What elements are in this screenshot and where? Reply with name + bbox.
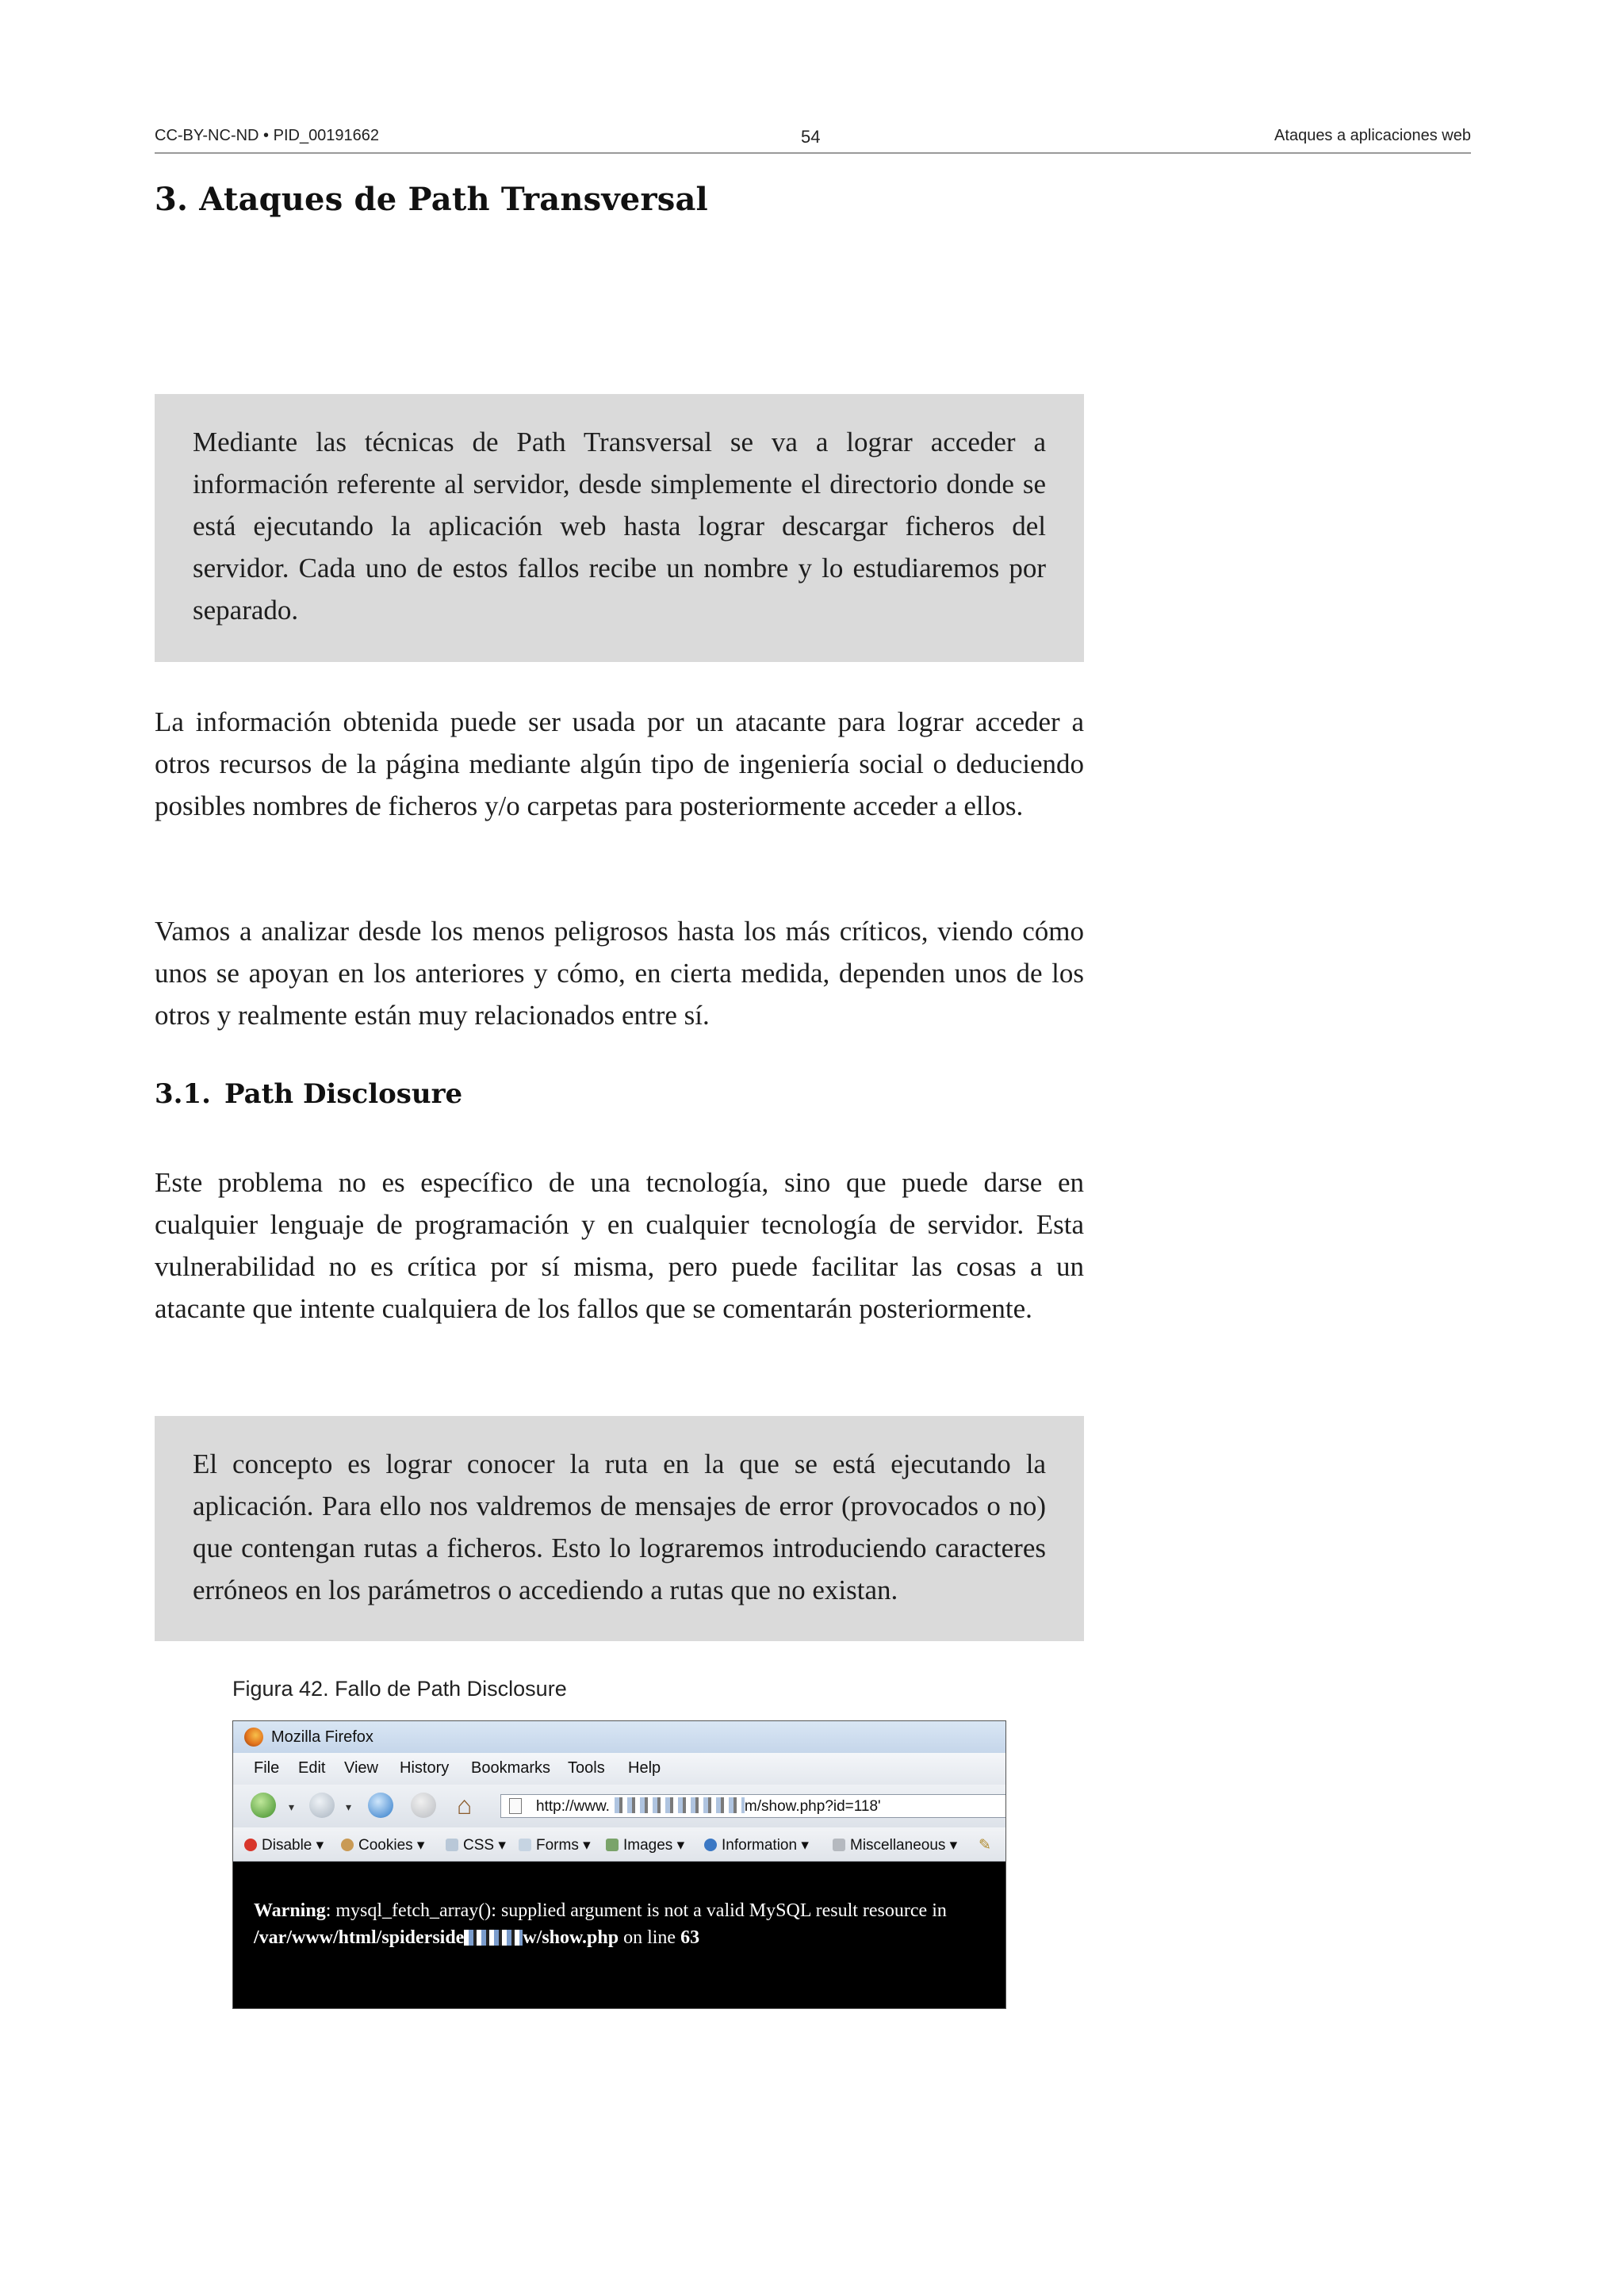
- dev-information-button[interactable]: Information ▾: [704, 1836, 809, 1854]
- warning-path-prefix: /var/www/html/spiderside: [254, 1927, 465, 1948]
- paragraph-1: La información obtenida puede ser usada por un atacante para lograr acceder a otros recursos de la página mediante algún tipo de ingeniería social o deduciendo posibles nombres de ficheros y/o carpetas para posteriormente acceder a ellos.: [155, 706, 1084, 821]
- section-number: 3.1.: [155, 1078, 211, 1110]
- reload-icon[interactable]: [368, 1793, 393, 1818]
- cookies-icon: [341, 1839, 354, 1851]
- browser-window-title: Mozilla Firefox: [271, 1728, 373, 1746]
- menu-tools[interactable]: Tools: [568, 1759, 605, 1777]
- menu-bookmarks[interactable]: Bookmarks: [471, 1759, 551, 1777]
- url-redaction: [610, 1797, 745, 1813]
- paragraph-2: Vamos a analizar desde los menos peligrosos hasta los más críticos, viendo cómo unos se apoyan en los anteriores y cómo, en cierta medida, dependen unos de los otros y realmente están muy relacionados entre sí.: [155, 916, 1084, 1031]
- warning-text: : mysql_fetch_array(): supplied argument is not a valid MySQL result resource in: [325, 1900, 947, 1921]
- url-bar[interactable]: [500, 1794, 1006, 1818]
- images-icon: [606, 1839, 619, 1851]
- home-icon[interactable]: ⌂: [457, 1791, 473, 1820]
- disable-icon: [244, 1839, 257, 1851]
- intro-box: [155, 394, 1084, 662]
- dev-miscellaneous-button[interactable]: Miscellaneous ▾: [833, 1836, 957, 1854]
- dev-css-button[interactable]: CSS ▾: [446, 1836, 506, 1854]
- dev-images-button[interactable]: Images ▾: [606, 1836, 684, 1854]
- warning-on-line: on line: [619, 1927, 681, 1948]
- css-icon: [446, 1839, 458, 1851]
- page-icon: [509, 1798, 522, 1814]
- header-page-number: 54: [801, 127, 821, 147]
- warning-path-suffix: w/show.php: [523, 1927, 619, 1948]
- pencil-icon[interactable]: ✎: [979, 1837, 991, 1854]
- menu-edit[interactable]: Edit: [298, 1759, 326, 1777]
- section-heading: [155, 1078, 462, 1110]
- forms-icon: [519, 1839, 531, 1851]
- paragraph-3: Este problema no es específico de una tecnología, sino que puede darse en cualquier lenguaje de programación y en cualquier tecnología de servidor. Esta vulnerabilidad no es crítica por sí misma, pero puede facilitar las cosas a un atacante que intente cualquiera de los fallos que se comentarán posteriormente.: [155, 1167, 1084, 1324]
- menu-file[interactable]: File: [254, 1759, 280, 1777]
- firefox-logo-icon: [244, 1728, 263, 1747]
- path-redaction: [464, 1930, 523, 1946]
- browser-nav-bar: [233, 1785, 1005, 1828]
- back-arrow-icon[interactable]: [251, 1793, 276, 1818]
- miscellaneous-icon: [833, 1839, 845, 1851]
- php-warning-message: [254, 1897, 947, 1951]
- forward-dropdown-icon[interactable]: ▾: [346, 1800, 352, 1813]
- warning-line-number: 63: [680, 1927, 700, 1948]
- menu-history[interactable]: History: [400, 1759, 450, 1777]
- chapter-title: 3. Ataques de Path Transversal: [155, 181, 708, 218]
- dev-cookies-button[interactable]: Cookies ▾: [341, 1836, 424, 1854]
- web-developer-toolbar: [233, 1827, 1005, 1862]
- browser-title-bar: [233, 1721, 1005, 1753]
- concept-box: [155, 1416, 1084, 1641]
- header-book-title: Ataques a aplicaciones web: [1274, 127, 1471, 144]
- figure-caption: Figura 42. Fallo de Path Disclosure: [232, 1677, 567, 1701]
- menu-help[interactable]: Help: [628, 1759, 661, 1777]
- concept-box-text: El concepto es lograr conocer la ruta en la que se está ejecutando la aplicación. Para ello nos valdremos de mensajes de error (provocados o no) que contengan rutas a ficheros. Esto lo lograremos introduciendo caracteres erróneos en los parámetros o accediendo a rutas que no existan.: [193, 1448, 1046, 1605]
- url-prefix: http://www.: [536, 1798, 610, 1815]
- dev-forms-button[interactable]: Forms ▾: [519, 1836, 591, 1854]
- warning-label: Warning: [254, 1900, 326, 1921]
- stop-icon[interactable]: [411, 1793, 436, 1818]
- menu-view[interactable]: View: [344, 1759, 378, 1777]
- url-suffix: m/show.php?id=118': [744, 1798, 881, 1815]
- section-title: Path Disclosure: [224, 1078, 463, 1110]
- browser-menu-bar: [233, 1753, 1005, 1785]
- header-rule: [155, 152, 1471, 154]
- forward-arrow-icon[interactable]: [309, 1793, 335, 1818]
- intro-box-text: Mediante las técnicas de Path Transversal se va a lograr acceder a información referente al servidor, desde simplemente el directorio donde se está ejecutando la aplicación web hasta lograr descargar ficheros del servidor. Cada uno de estos fallos recibe un nombre y lo estudiaremos por separado.: [193, 427, 1046, 626]
- back-dropdown-icon[interactable]: ▾: [289, 1800, 295, 1813]
- information-icon: [704, 1839, 717, 1851]
- figure-screenshot: [232, 1720, 1006, 2009]
- header-license: CC-BY-NC-ND • PID_00191662: [155, 127, 380, 144]
- dev-disable-button[interactable]: Disable ▾: [244, 1836, 324, 1854]
